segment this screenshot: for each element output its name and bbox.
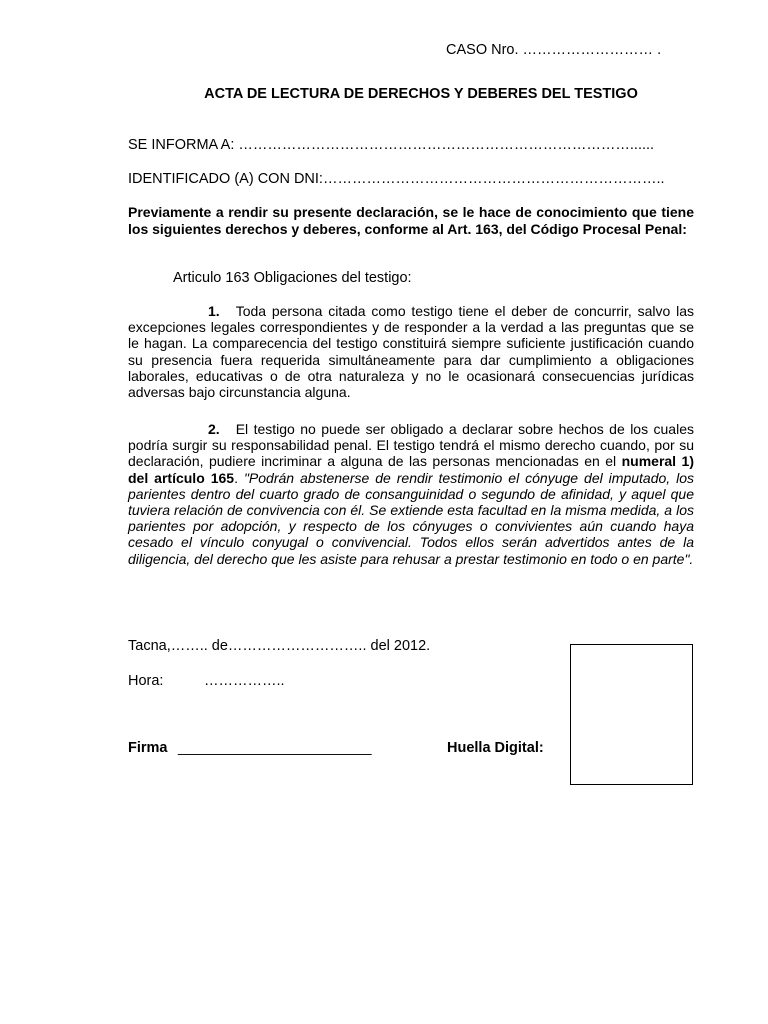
article-reference: numeral 1) del artículo 165 [128,453,694,486]
hora-label: Hora: [128,673,164,689]
document-title: ACTA DE LECTURA DE DERECHOS Y DEBERES DEL TESTIGO [204,86,638,102]
date-line: Tacna,…….. de……………………….. del 2012. [128,638,431,654]
hora-value: …………….. [204,673,285,689]
obligation-item-1 [128,303,694,400]
fingerprint-label: Huella Digital: [447,740,544,756]
item-text: Toda persona citada como testigo tiene el deber de concurrir, salvo las excepciones legales correspondientes y de responder a la verdad a las preguntas que se le hagan. La comparecencia del testigo constituirá siempre suficiente justificación cuando su presencia fuera requerida simultáneamente para dar cumplimiento a obligaciones laborales, educativas o de otra naturaleza y no le ocasionará consecuencias jurídicas adversas bajo circunstancia alguna. [128,303,694,401]
signature-label: Firma [128,740,168,756]
item-number: 1. [208,303,220,319]
dni-field: IDENTIFICADO (A) CON DNI:…………………………………………………………….. [128,171,665,187]
article-heading: Articulo 163 Obligaciones del testigo: [173,270,412,286]
item-text: El testigo no puede ser obligado a declarar sobre hechos de los cuales podría surgir su responsabilidad penal. El testigo tendrá el mismo derecho cuando, por su declaración, pudiere incriminar a alguna de las personas mencionadas en el [128,421,694,470]
quoted-article-text: "Podrán abstenerse de rendir testimonio el cónyuge del imputado, los parientes dentro del cuarto grado de consanguinidad o segundo de afinidad, y aquel que tuviera relación de convivencia con él. Se extiende esta facultad en la misma medida, a los parientes por adopción, y respecto de los cónyuges o convivientes aún cuando haya cesado el vínculo conyugal o convivencial. Todos ellos serán advertidos antes de la diligencia, del derecho que les asiste para rehusar a prestar testimonio en todo o en parte". [128,469,695,567]
informa-field: SE INFORMA A: ………………………………………………………………………...... [128,137,655,153]
intro-paragraph: Previamente a rendir su presente declaración, se le hace de conocimiento que tiene los siguientes derechos y deberes, conforme al Art. 163, del Código Procesal Penal: [128,204,694,237]
case-number: CASO Nro. ……………………… . [446,42,662,58]
obligation-item-2 [128,421,694,567]
item-text-separator: . [234,469,244,486]
item-number: 2. [208,421,220,437]
fingerprint-box [570,644,693,785]
signature-line: ________________________ [178,740,372,756]
